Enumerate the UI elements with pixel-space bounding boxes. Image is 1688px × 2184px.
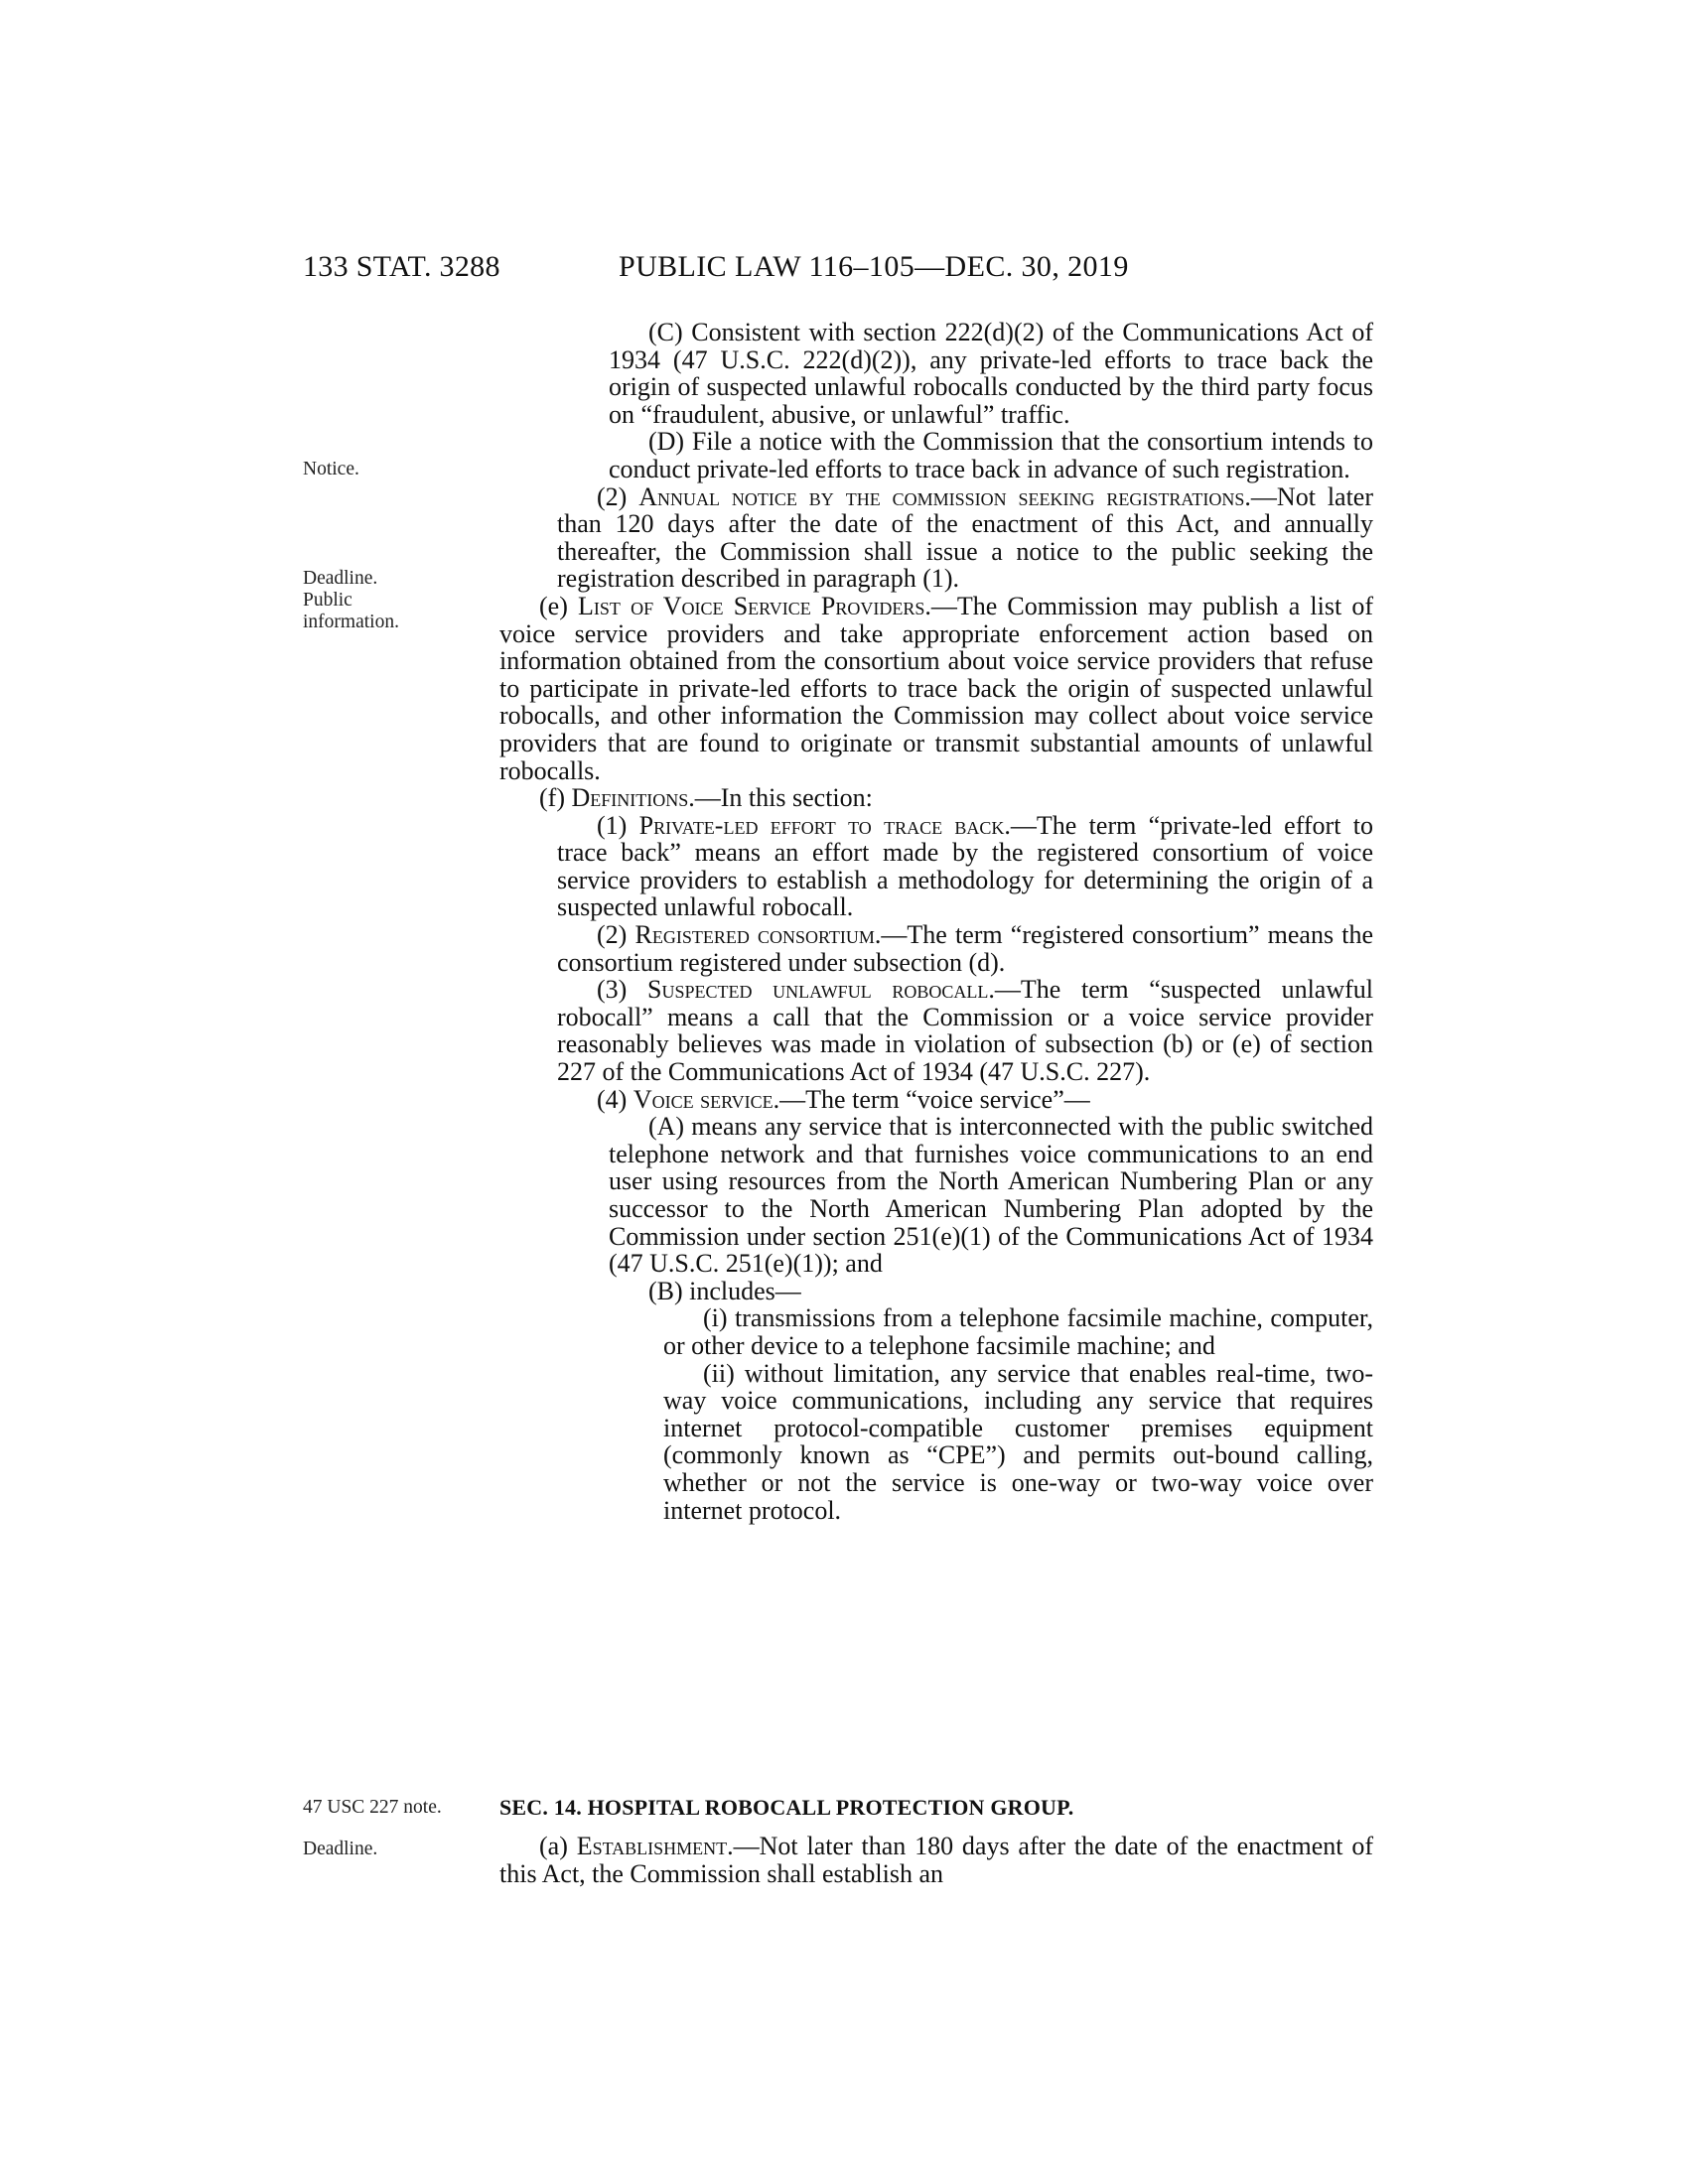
subsection-heading: List of Voice Service Providers. <box>578 591 931 620</box>
margin-note-information: information. <box>303 612 399 632</box>
paragraph-number: (2) <box>597 481 628 511</box>
definition-3 <box>557 976 1373 1085</box>
definition-heading: Voice service. <box>633 1084 780 1114</box>
page-header <box>303 250 1395 290</box>
definition-text: —The term “suspected unlawful robocall” means a call that the Commission or a voice service provider reasonably believes was made in violation of subsection (b) or (e) of section 227 of the Communications Act of 1934 (47 U.S.C. 227). <box>557 975 1373 1087</box>
definition-number: (4) <box>597 1084 628 1114</box>
subsection-text: —In this section: <box>694 783 873 813</box>
clause-b: (B) includes— <box>648 1276 801 1305</box>
definition-1 <box>557 812 1373 921</box>
definition-heading: Private-led effort to trace back. <box>638 810 1011 840</box>
definition-number: (1) <box>597 810 628 840</box>
paragraph-heading: Annual notice by the commission seeking registrations. <box>638 481 1251 511</box>
section-14-a <box>499 1833 1373 1887</box>
subsection-a <box>499 1833 1373 1887</box>
section-heading: SEC. 14. HOSPITAL ROBOCALL PROTECTION GROUP. <box>499 1795 1074 1820</box>
subsection-e <box>499 593 1373 784</box>
definition-text: —The term “voice service”— <box>779 1084 1090 1114</box>
subsection-number: (f) <box>539 783 565 813</box>
definition-number: (3) <box>597 975 628 1005</box>
definition-text: —The term “private-led effort to trace back” means an effort made by the registered consortium of voice service providers to establish a methodology for determining the origin of a suspected unlawful robocall. <box>557 810 1373 922</box>
definition-text: —The term “registered consortium” means the consortium registered under subsection (d). <box>557 920 1373 977</box>
subsection-text: —The Commission may publish a list of voice service providers and take appropriate enforcement action based on information obtained from the consortium about voice service providers that refuse to participate in private-led efforts to trace back the origin of suspected unlawful robocalls, and other information the Commission may collect about voice service providers that are found to originate or transmit substantial amounts of unlawful robocalls. <box>499 591 1374 785</box>
subsection-number: (a) <box>539 1832 568 1860</box>
clause-b-i: (i) transmissions from a telephone facsimile machine, computer, or other device to a telephone facsimile machine; and <box>663 1303 1373 1360</box>
definition-heading: Suspected unlawful robocall. <box>647 975 995 1005</box>
clause-a: (A) means any service that is interconnected with the public switched telephone network and that furnishes voice communications to an end user using resources from the North American Numbering Plan or any successor to the North American Numbering Plan adopted by the Commission under section 251(e)(1) of the Communications Act of 1934 (47 U.S.C. 251(e)(1)); and <box>609 1112 1373 1279</box>
paragraph-c: (C) Consistent with section 222(d)(2) of the Communications Act of 1934 (47 U.S.C. 222(d)(2)), any private-led efforts to trace back the origin of suspected unlawful robocalls conducted by the third party focus on “fraudulent, abusive, or unlawful” traffic. <box>609 318 1373 429</box>
paragraph-text: —Not later than 120 days after the date of the enactment of this Act, and annually thereafter, the Commission shall issue a notice to the public seeking the registration described in paragraph (1). <box>557 481 1374 594</box>
margin-note-deadline: Deadline. <box>303 568 378 589</box>
definition-4 <box>557 1086 1373 1114</box>
document-body <box>499 319 1373 1524</box>
clause-b-ii: (ii) without limitation, any service that enables real-time, two-way voice communications, including any service that requires internet protocol-compatible customer premises equipment (commonly known as “CPE”) and permits out-bound calling, whether or not the service is one-way or two-way voice over internet protocol. <box>663 1358 1373 1525</box>
subsection-heading: Definitions. <box>571 783 695 813</box>
margin-note-usc: 47 USC 227 note. <box>303 1797 442 1818</box>
paragraph-2 <box>557 483 1373 593</box>
subsection-text: —Not later than 180 days after the date of the enactment of this Act, the Commission shall establish an <box>499 1832 1374 1888</box>
stat-reference: 133 STAT. 3288 <box>303 250 500 283</box>
definition-heading: Registered consortium. <box>634 920 882 950</box>
definition-2 <box>557 921 1373 976</box>
margin-note-deadline-2: Deadline. <box>303 1839 378 1859</box>
subsection-f <box>499 784 1373 812</box>
paragraph-d: (D) File a notice with the Commission that the consortium intends to conduct private-led efforts to trace back in advance of such registration. <box>609 427 1373 483</box>
law-title: PUBLIC LAW 116–105—DEC. 30, 2019 <box>619 250 1129 283</box>
margin-note-notice: Notice. <box>303 459 359 479</box>
definition-number: (2) <box>597 920 628 950</box>
subsection-number: (e) <box>539 591 568 620</box>
subsection-heading: Establishment. <box>576 1832 734 1860</box>
margin-note-public: Public <box>303 590 352 611</box>
